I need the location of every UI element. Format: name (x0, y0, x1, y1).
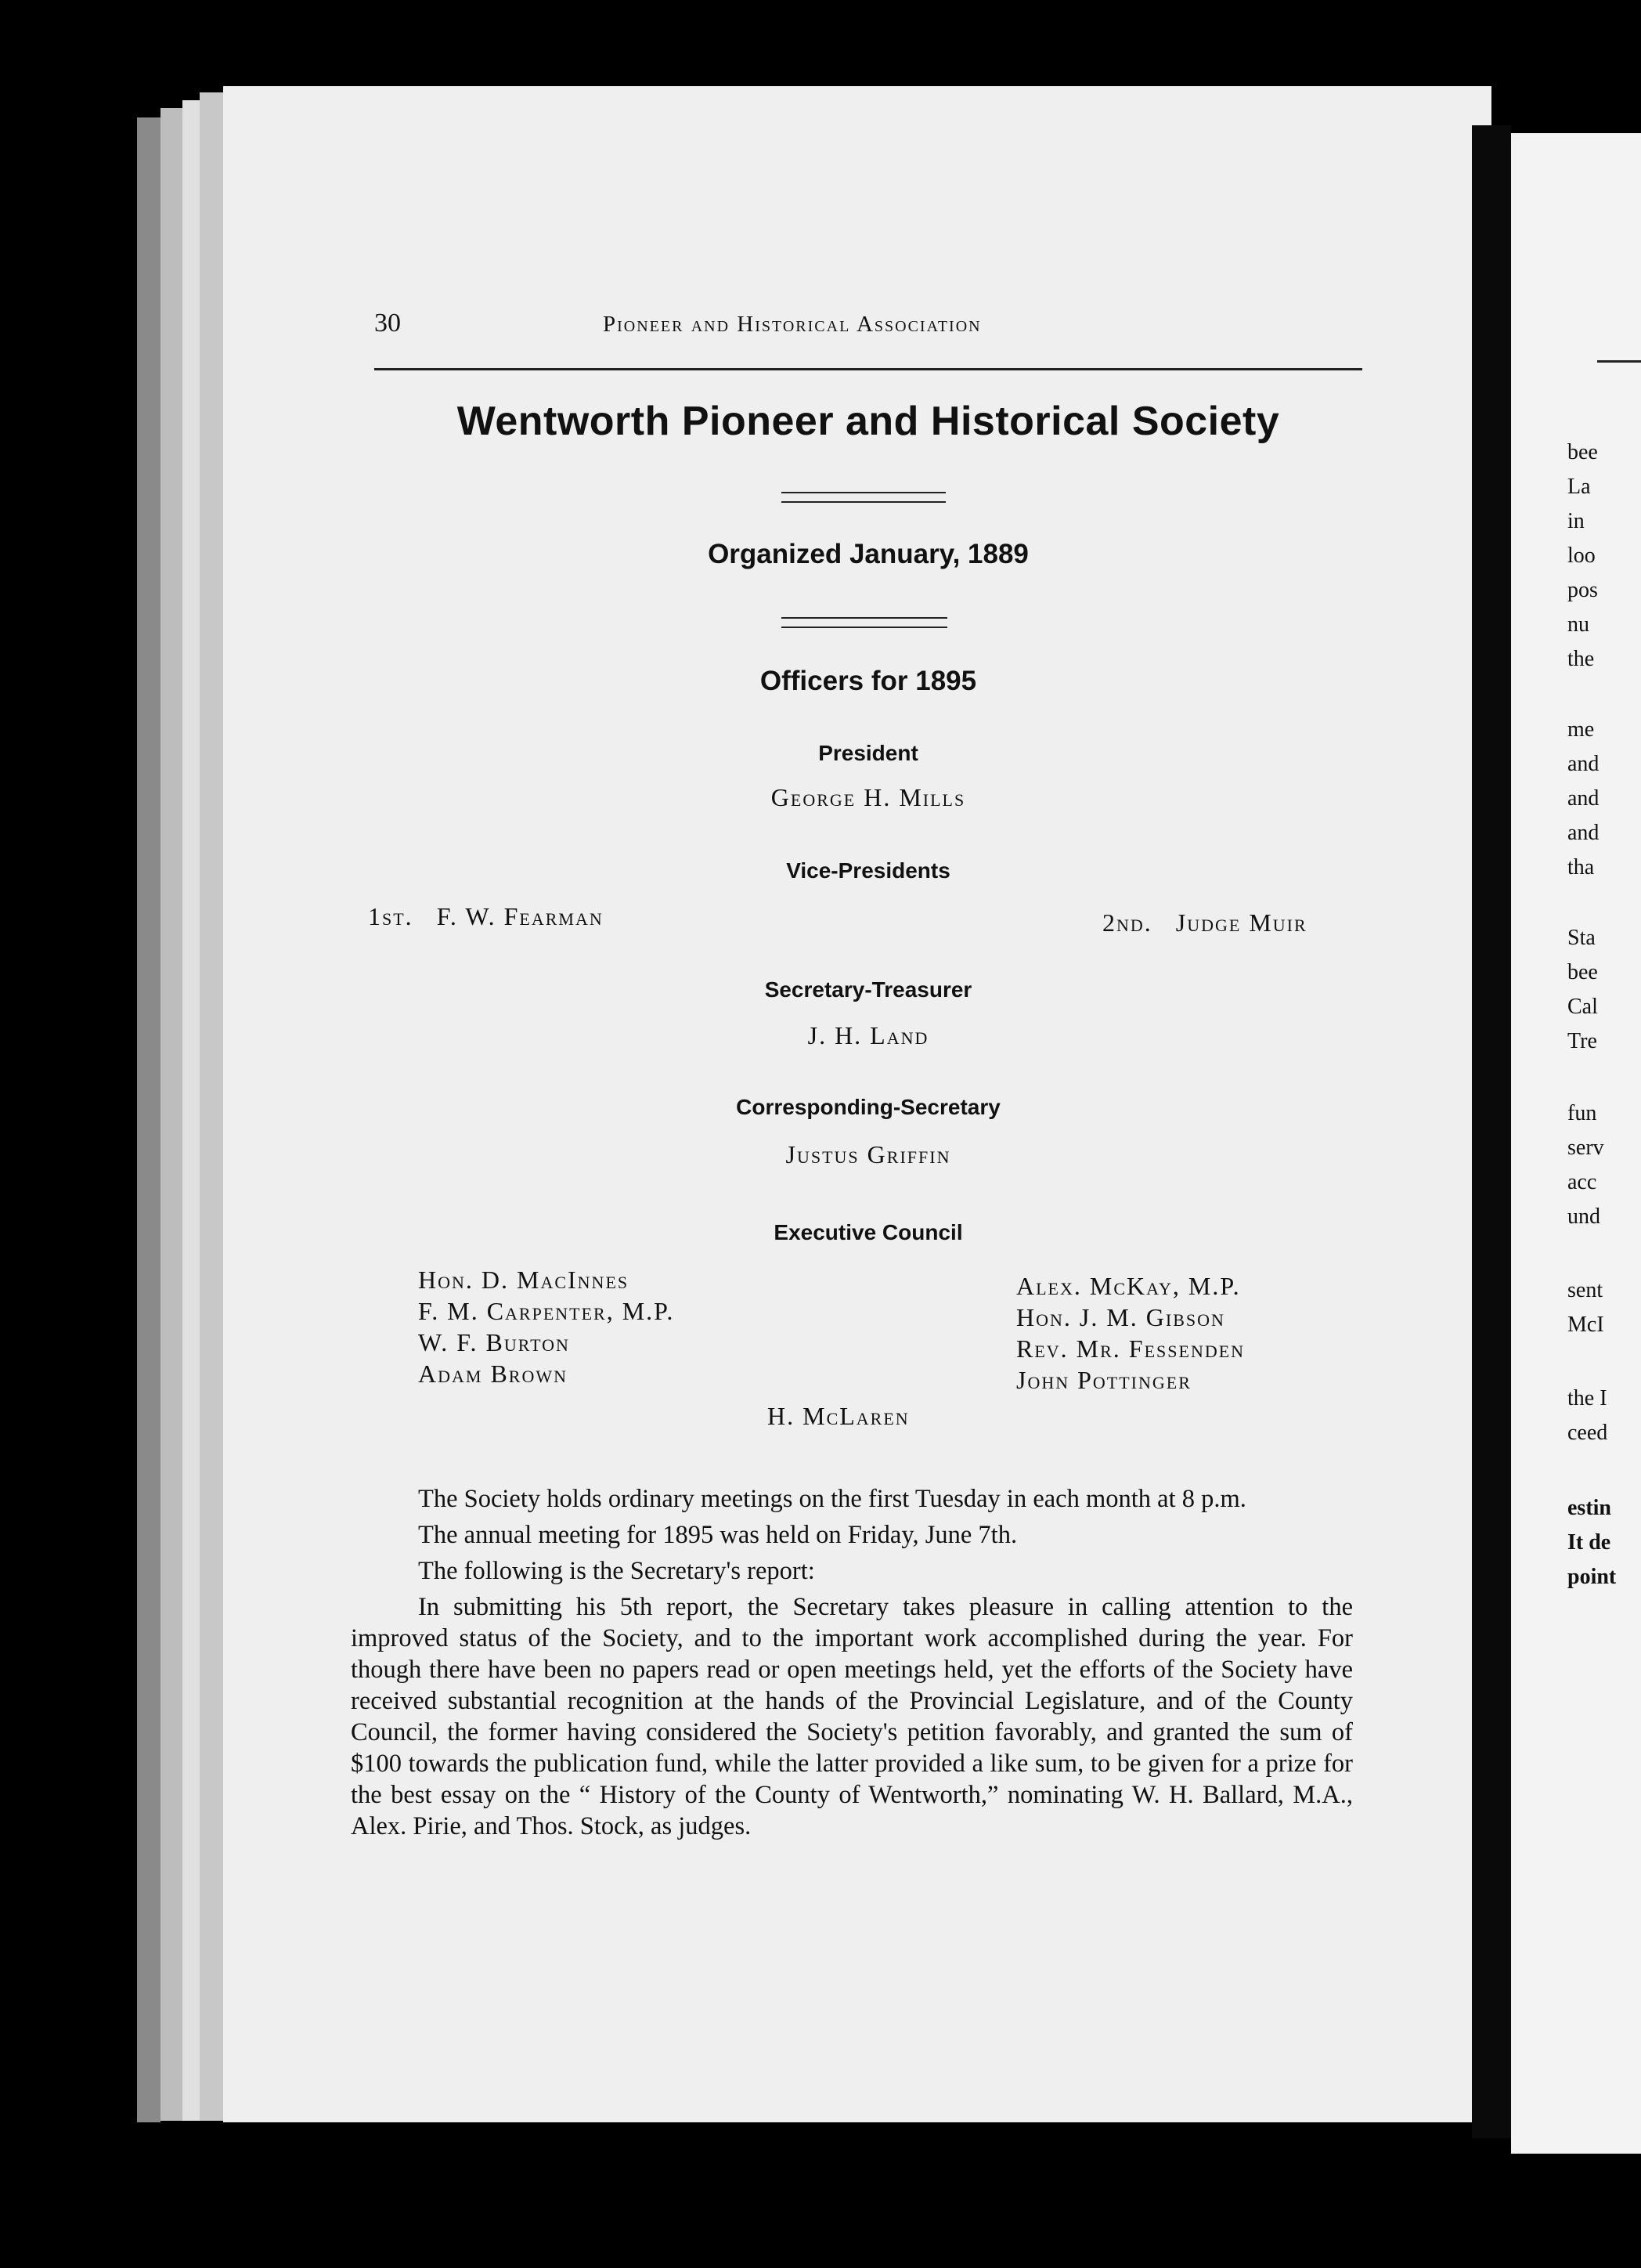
book-edge (200, 92, 223, 2121)
book-edge (160, 108, 182, 2121)
executive-council-role: Executive Council (774, 1220, 963, 1244)
president-name: George H. Mills (770, 783, 966, 811)
facing-line: pos (1567, 578, 1598, 602)
facing-line: It de (1567, 1530, 1611, 1555)
executive-council-right-list (1016, 1270, 1245, 1396)
vice-president-second-name: Judge Muir (1175, 908, 1307, 937)
facing-page-rule (1597, 360, 1641, 363)
council-member: Hon. D. MacInnes (418, 1266, 629, 1294)
paragraph: The Society holds ordinary meetings on the first Tuesday in each month at 8 p.m. (418, 1485, 1246, 1513)
facing-line: Tre (1567, 1029, 1597, 1053)
organized-date: Organized January, 1889 (708, 539, 1029, 569)
council-member: Hon. J. M. Gibson (1016, 1303, 1225, 1331)
facing-line: loo (1567, 544, 1596, 568)
facing-line: Sta (1567, 926, 1596, 950)
book-edge (137, 117, 160, 2122)
facing-line: the (1567, 647, 1595, 671)
running-header (374, 304, 1361, 343)
president-role: President (818, 741, 918, 765)
vice-president-second-ordinal: 2nd. (1102, 908, 1152, 937)
facing-line: tha (1567, 855, 1595, 879)
facing-line: in (1567, 509, 1585, 533)
facing-line: the I (1567, 1386, 1607, 1410)
facing-page (1511, 133, 1641, 2154)
double-rule (781, 617, 947, 628)
facing-line: bee (1567, 960, 1598, 984)
council-member-center: H. McLaren (767, 1402, 910, 1430)
council-member: Adam Brown (418, 1360, 568, 1388)
facing-line: and (1567, 786, 1600, 811)
officers-heading: Officers for 1895 (759, 666, 977, 696)
facing-line: nu (1567, 612, 1589, 637)
facing-line: estin (1567, 1496, 1611, 1520)
book-spine (1472, 125, 1511, 2138)
council-member: F. M. Carpenter, M.P. (418, 1297, 675, 1325)
facing-line: ceed (1567, 1421, 1608, 1445)
paragraph: The following is the Secretary's report: (418, 1557, 815, 1585)
corresponding-secretary-role: Corresponding-Secretary (736, 1095, 1001, 1119)
vice-presidents-role: Vice-Presidents (786, 858, 950, 883)
page-number: 30 (374, 309, 401, 338)
facing-line: me (1567, 717, 1595, 742)
secretary-treasurer-role: Secretary-Treasurer (764, 977, 972, 1002)
executive-council-left-list (418, 1264, 674, 1389)
council-member: John Pottinger (1016, 1366, 1192, 1394)
facing-line: and (1567, 752, 1600, 776)
facing-line: sent (1567, 1278, 1603, 1302)
book-edge (182, 100, 200, 2121)
facing-line: bee (1567, 440, 1598, 464)
vice-president-first (368, 902, 604, 931)
vice-president-first-ordinal: 1st. (368, 902, 413, 930)
corresponding-secretary-name: Justus Griffin (785, 1140, 951, 1168)
running-head: Pioneer and Historical Association (603, 312, 982, 337)
facing-line: point (1567, 1565, 1617, 1589)
header-rule (374, 368, 1362, 370)
council-member: Rev. Mr. Fessenden (1016, 1334, 1246, 1363)
facing-line: McI (1567, 1313, 1604, 1337)
facing-line: acc (1567, 1170, 1597, 1194)
vice-president-second (1102, 908, 1307, 937)
facing-line: fun (1567, 1101, 1597, 1125)
double-rule (781, 492, 946, 503)
page-title: Wentworth Pioneer and Historical Society (456, 399, 1280, 444)
facing-line: and (1567, 821, 1600, 845)
facing-line: und (1567, 1204, 1600, 1229)
council-member: W. F. Burton (418, 1328, 570, 1356)
vice-president-first-name: F. W. Fearman (436, 902, 604, 930)
facing-line: Cal (1567, 995, 1598, 1019)
paragraph: The annual meeting for 1895 was held on Friday, June 7th. (418, 1521, 1018, 1549)
secretary-treasurer-name: J. H. Land (807, 1021, 929, 1049)
facing-line: serv (1567, 1136, 1604, 1160)
council-member: Alex. McKay, M.P. (1016, 1272, 1241, 1300)
body-text (351, 1483, 1353, 1842)
facing-line: La (1567, 475, 1591, 499)
paragraph: In submitting his 5th report, the Secretary takes pleasure in calling attention to the improved status of the Society, and to the important work accomplished during the year. For though there have been no papers read or open meetings held, yet the efforts of the Society have received substantial recognition at the hands of the Provincial Legislature, and of the County Council, the former having considered the Society's petition favorably, and granted the sum of $100 towards the publication fund, while the latter provided a like sum, to be given for a prize for the best essay on the “ History of the County of Wentworth,” nominating W. H. Ballard, M.A., Alex. Pirie, and Thos. Stock, as judges. (351, 1593, 1353, 1840)
